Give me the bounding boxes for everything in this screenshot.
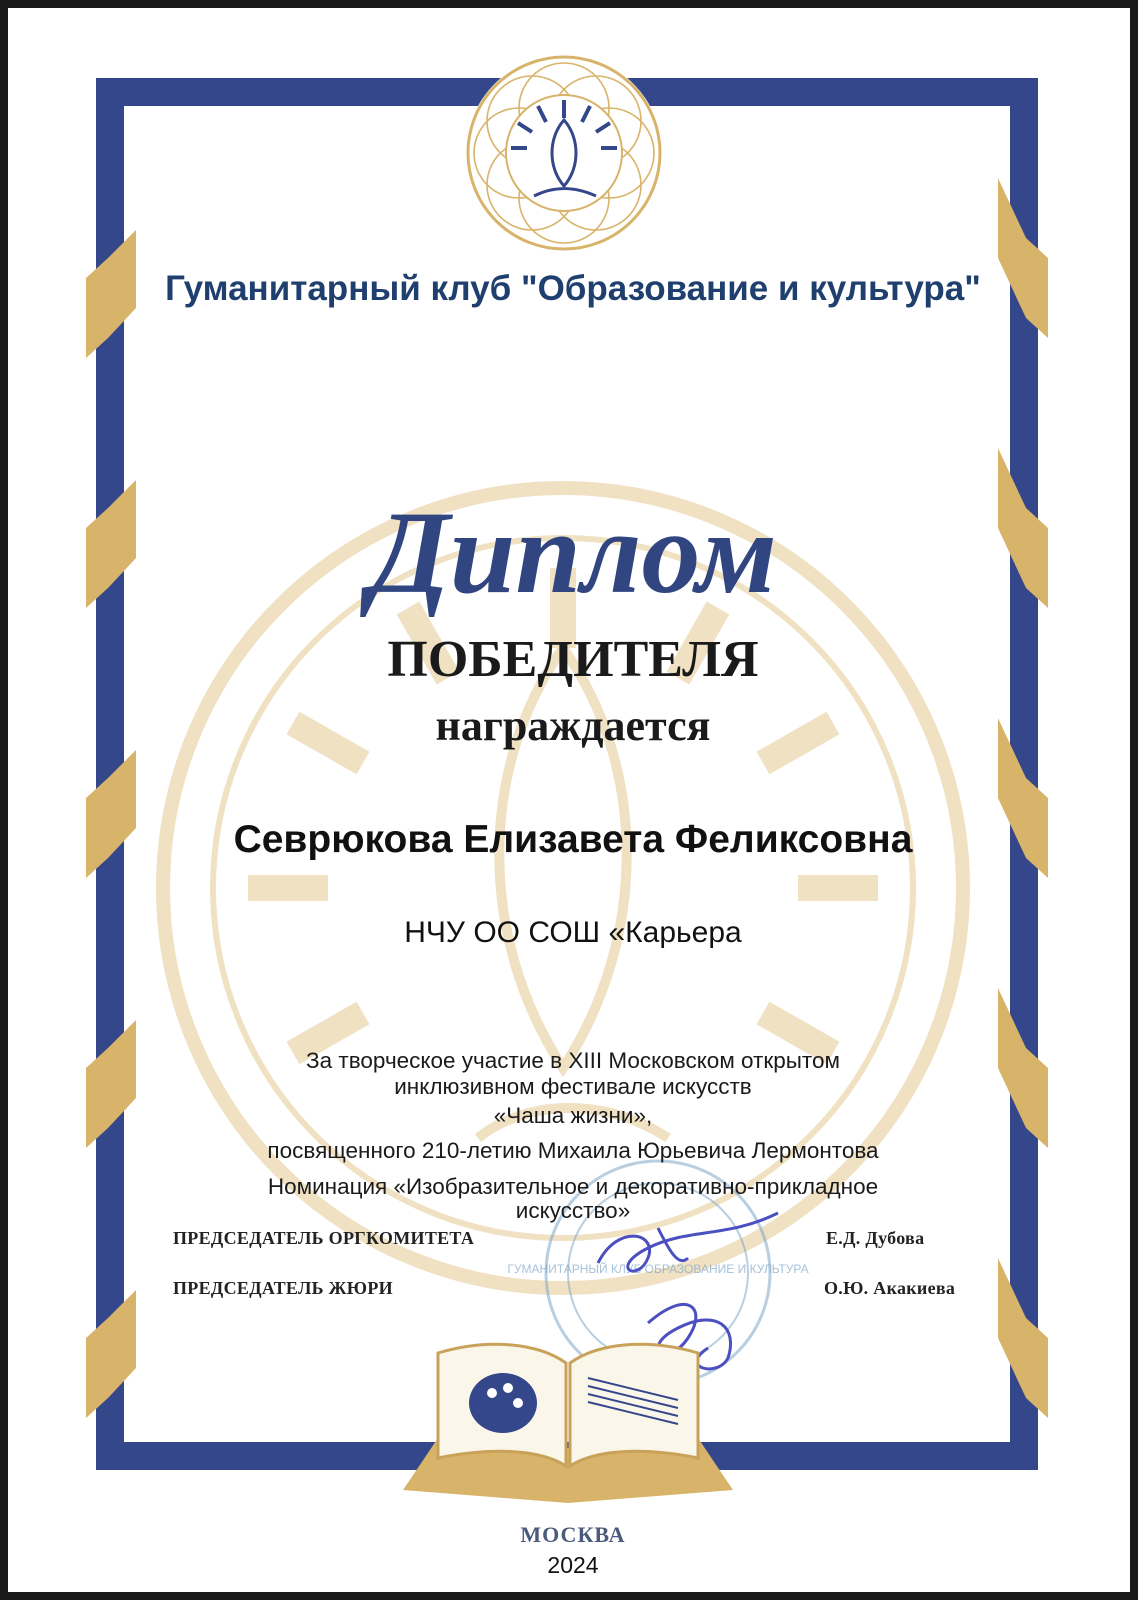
decorative-frame	[8, 8, 1130, 1592]
description-line-4: посвященного 210-летию Михаила Юрьевича Лермонтова	[267, 1138, 879, 1163]
signature-name-1: Е.Д. Дубова	[826, 1228, 925, 1248]
recipient-name: Севрюкова Елизавета Феликсовна	[233, 818, 913, 861]
club-title: Гуманитарный клуб "Образование и культура"	[165, 269, 981, 308]
description-line-3: «Чаша жизни»,	[493, 1103, 653, 1128]
signature-name-2: О.Ю. Акакиева	[824, 1278, 956, 1298]
seal-text: ГУМАНИТАРНЫЙ КЛУБ ОБРАЗОВАНИЕ И КУЛЬТУРА	[507, 1262, 809, 1276]
palette-icon	[469, 1373, 537, 1433]
diploma-subtitle: ПОБЕДИТЕЛЯ	[387, 631, 759, 688]
school-name: НЧУ ОО СОШ «Карьера	[404, 916, 742, 949]
diploma-page	[8, 8, 1130, 1592]
awarded-label: награждается	[435, 701, 711, 750]
nomination-line-1: Номинация «Изобразительное и декоративно-прикладное	[267, 1174, 879, 1199]
signature-role-2: ПРЕДСЕДАТЕЛЬ ЖЮРИ	[173, 1278, 393, 1298]
city-label: МОСКВА	[520, 1522, 626, 1547]
club-logo-icon	[466, 55, 662, 251]
nomination-line-2: искусство»	[515, 1198, 631, 1223]
description-line-2: инклюзивном фестивале искусств	[394, 1074, 752, 1099]
year-label: 2024	[547, 1552, 599, 1578]
description-line-1: За творческое участие в XIII Московском открытом	[306, 1048, 840, 1073]
signature-role-1: ПРЕДСЕДАТЕЛЬ ОРГКОМИТЕТА	[173, 1228, 475, 1248]
diploma-title: Диплом	[369, 487, 777, 618]
open-book-icon	[403, 1344, 733, 1503]
